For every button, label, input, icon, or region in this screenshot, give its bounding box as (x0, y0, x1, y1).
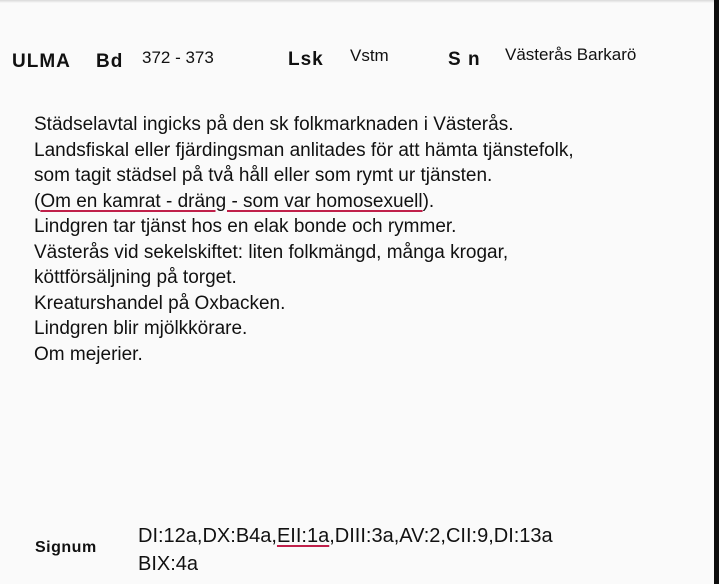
county-label: Lsk (288, 49, 324, 70)
body-line-2: Landsfiskal eller fjärdingsman anlitades för att hämta tjänstefolk, (34, 139, 574, 161)
underlined-phrase: Om en kamrat - dräng - som var homosexuell (40, 190, 423, 212)
card-top-edge (0, 0, 714, 3)
signum-line-1: DI:12a,DX:B4a,EII:1a,DIII:3a,AV:2,CII:9,DI:13a (138, 525, 553, 547)
archive-label: ULMA (12, 51, 71, 72)
card-body-text (34, 112, 694, 367)
body-line-1: Städselavtal ingicks på den sk folkmarknaden i Västerås. (34, 114, 514, 135)
body-line-7: köttförsäljning på torget. (34, 267, 237, 288)
signum-underlined-code: EII:1a (276, 525, 330, 547)
signum-line-2: BIX:4a (138, 553, 199, 575)
signum-values (138, 522, 553, 578)
body-line-6: Västerås vid sekelskiftet: liten folkmängd, många krogar, (34, 241, 509, 263)
signum-label: Signum (35, 539, 97, 556)
volume-value: 372 - 373 (142, 48, 214, 67)
parish-label: S n (448, 49, 481, 70)
scan-border (714, 0, 719, 584)
body-line-10: Om mejerier. (34, 343, 143, 365)
body-line-8: Kreaturshandel på Oxbacken. (34, 292, 286, 314)
body-line-5: Lindgren tar tjänst hos en elak bonde och rymmer. (34, 216, 457, 237)
county-value: Vstm (350, 46, 389, 65)
parish-value: Västerås Barkarö (505, 45, 637, 64)
body-line-9: Lindgren blir mjölkkörare. (34, 318, 248, 339)
body-line-3: som tagit städsel på två håll eller som rymt ur tjänsten. (34, 165, 493, 186)
volume-label: Bd (96, 51, 124, 72)
body-line-4: (Om en kamrat - dräng - som var homosexuell). (34, 190, 435, 212)
